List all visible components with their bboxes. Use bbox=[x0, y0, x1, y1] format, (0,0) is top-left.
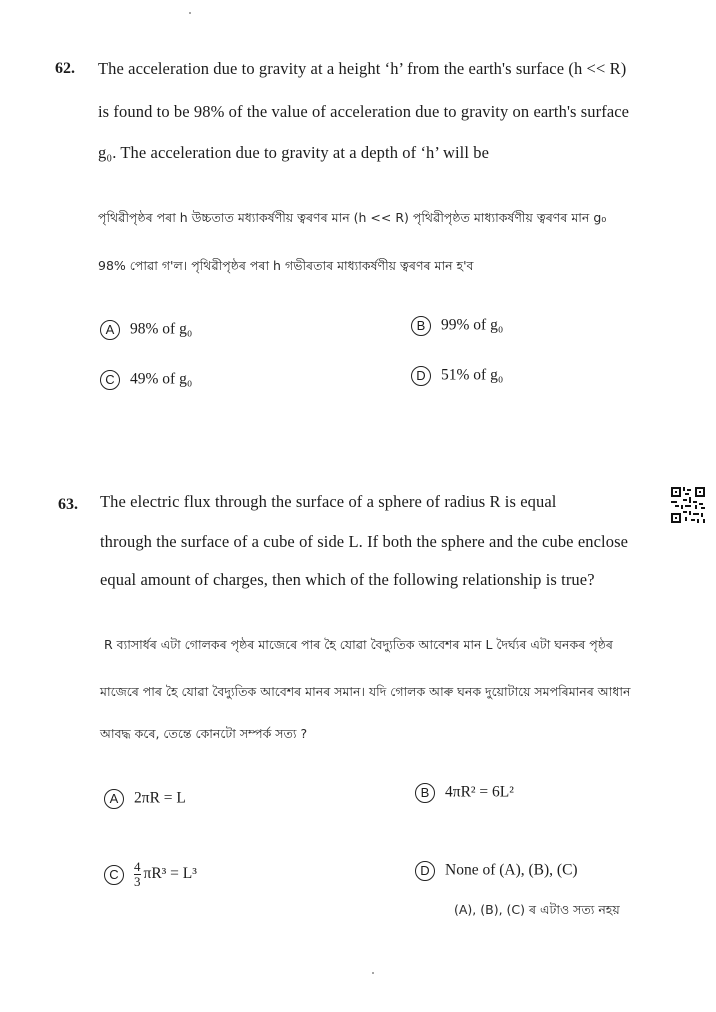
question-text-assamese: আবদ্ধ কৰে, তেন্তে কোনটো সম্পৰ্ক সত্য ? bbox=[100, 726, 308, 741]
question-text-line: through the surface of a cube of side L. If both the sphere and the cube enclose bbox=[100, 532, 629, 551]
option-a[interactable] bbox=[100, 320, 192, 340]
question-text-line: is found to be 98% of the value of acceleration due to gravity on earth's surface bbox=[98, 102, 630, 121]
option-letter-badge: B bbox=[411, 316, 431, 336]
option-text: 4πR² = 6L² bbox=[445, 783, 514, 801]
option-d-assamese: (A), (B), (C) ৰ এটাও সত্য নহয় bbox=[454, 902, 620, 917]
option-b[interactable] bbox=[411, 316, 503, 336]
question-text-assamese: পৃথিৱীপৃষ্ঠৰ পৰা h উচ্চতাত মধ্যাকৰ্ষণীয় ত্বৰণৰ মান (h << R) পৃথিৱীপৃষ্ঠত মাধ্যাকৰ্ষণীয় ত্বৰণৰ মান g₀ bbox=[98, 210, 607, 225]
question-number: 63. bbox=[58, 496, 78, 513]
option-c[interactable] bbox=[104, 860, 197, 889]
option-text: 51% of g₀ bbox=[441, 366, 504, 384]
option-d[interactable] bbox=[411, 366, 503, 386]
option-letter-badge: C bbox=[100, 370, 120, 390]
option-letter-badge: B bbox=[415, 783, 435, 803]
scan-speck bbox=[189, 12, 191, 14]
option-a[interactable] bbox=[104, 789, 186, 809]
question-text-line: equal amount of charges, then which of the following relationship is true? bbox=[100, 570, 595, 589]
option-letter-badge: A bbox=[104, 789, 124, 809]
question-number: 62. bbox=[55, 60, 75, 77]
option-letter-badge: D bbox=[411, 366, 431, 386]
option-letter-badge: A bbox=[100, 320, 120, 340]
fraction-denominator: 3 bbox=[134, 874, 141, 889]
fraction bbox=[134, 860, 141, 889]
option-c[interactable] bbox=[100, 370, 192, 390]
option-letter-badge: C bbox=[104, 865, 124, 885]
option-text: 98% of g₀ bbox=[130, 320, 193, 338]
option-text: None of (A), (B), (C) bbox=[445, 861, 578, 879]
question-text-assamese: R ব্যাসাৰ্ধৰ এটা গোলকৰ পৃষ্ঠৰ মাজেৰে পাৰ হৈ যোৱা বৈদ্যুতিক আবেশৰ মান L দৈৰ্ঘ্যৰ এটা ঘনকৰ পৃষ্ঠৰ bbox=[104, 637, 613, 652]
option-letter-badge: D bbox=[415, 861, 435, 881]
option-d[interactable] bbox=[415, 861, 578, 881]
question-text-line: g₀. The acceleration due to gravity at a depth of ‘h’ will be bbox=[98, 143, 490, 162]
option-text: 99% of g₀ bbox=[441, 316, 504, 334]
question-text-line: The acceleration due to gravity at a height ‘h’ from the earth's surface (h << R) bbox=[98, 59, 627, 78]
option-b[interactable] bbox=[415, 783, 514, 803]
fraction-numerator: 4 bbox=[134, 859, 141, 874]
qr-code-icon bbox=[671, 487, 705, 523]
option-text: 49% of g₀ bbox=[130, 370, 193, 388]
option-text: πR³ = L³ bbox=[143, 865, 197, 883]
scan-speck bbox=[372, 972, 374, 974]
question-text-assamese: 98% পোৱা গ'ল। পৃথিৱীপৃষ্ঠৰ পৰা h গভীৰতাৰ মাধ্যাকৰ্ষণীয় ত্বৰণৰ মান হ'ব bbox=[98, 258, 474, 273]
option-text: 2πR = L bbox=[134, 789, 186, 807]
question-text-line: The electric flux through the surface of a sphere of radius R is equal bbox=[100, 492, 557, 511]
question-text-assamese: মাজেৰে পাৰ হৈ যোৱা বৈদ্যুতিক আবেশৰ মানৰ সমান। যদি গোলক আৰু ঘনক দুয়োটায়ে সমপৰিমানৰ আধান bbox=[100, 684, 631, 699]
